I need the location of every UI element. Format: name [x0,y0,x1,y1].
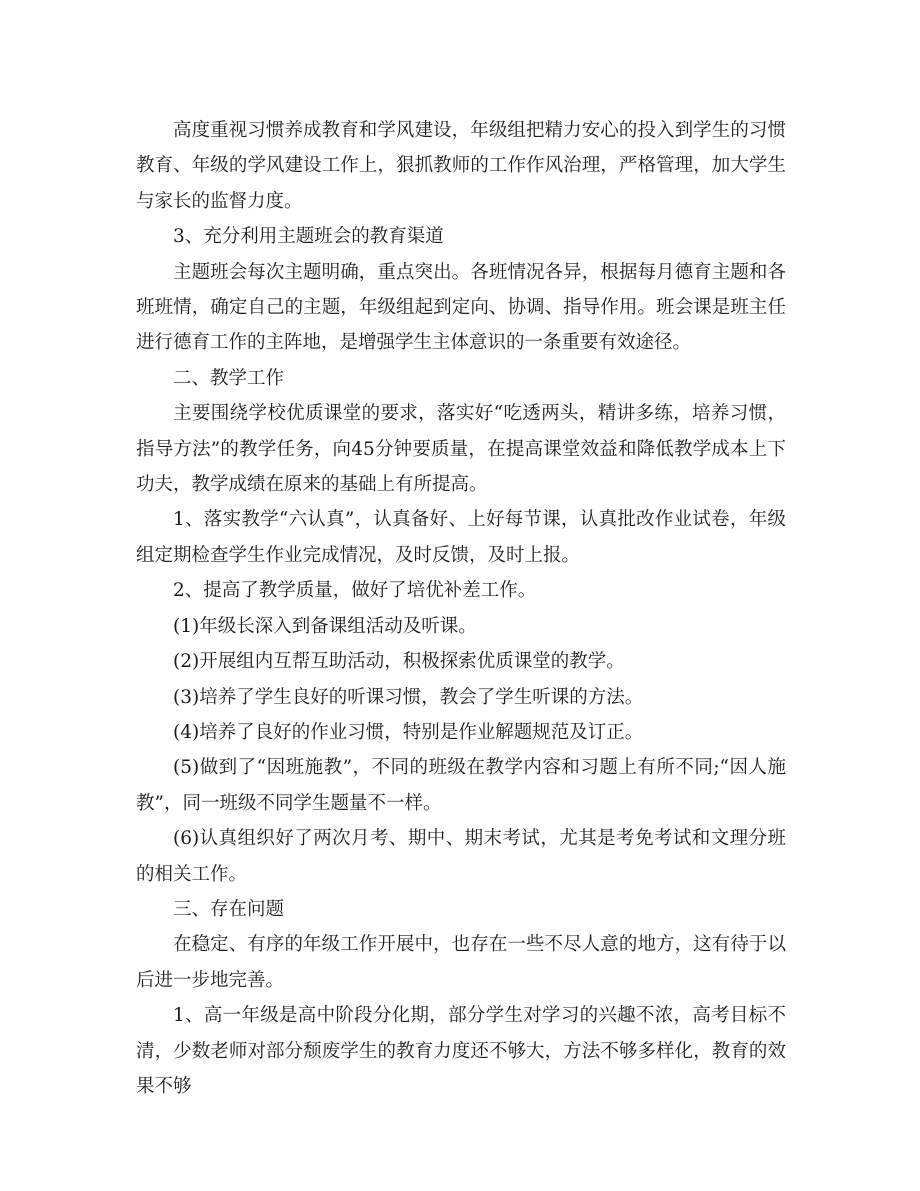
list-item-2: (2)开展组内互帮互助活动，积极探索优质课堂的教学。 [173,651,625,673]
paragraph-teaching-quality: 2、提高了教学质量，做好了培优补差工作。 [173,580,537,602]
heading-class-meeting: 3、充分利用主题班会的教育渠道 [173,226,444,248]
list-item-5: (5)做到了“因班施教”，不同的班级在教学内容和习题上有所不同;“因人施教”，同一班级不同学生题量不一样。 [136,757,786,814]
paragraph-habit-education: 高度重视习惯养成教育和学风建设，年级组把精力安心的投入到学生的习惯教育、年级的学风建设工作上，狠抓教师的工作作风治理，严格管理，加大学生与家长的监督力度。 [136,120,786,212]
list-item-4: (4)培养了良好的作业习惯，特别是作业解题规范及订正。 [173,721,644,743]
paragraph-teaching-overview: 主要围绕学校优质课堂的要求，落实好“吃透两头，精讲多练，培养习惯，指导方法”的教学任务，向45分钟要质量，在提高课堂效益和降低教学成本上下功夫，教学成绩在原来的基础上有所提高。 [136,403,786,496]
list-item-1: (1)年级长深入到备课组活动及听课。 [173,615,477,637]
section-heading-problems: 三、存在问题 [173,898,285,920]
section-heading-teaching: 二、教学工作 [173,367,285,389]
document-body [136,113,786,1104]
paragraph-six-earnest: 1、落实教学“六认真”，认真备好、上好每节课，认真批改作业试卷，年级组定期检查学生作业完成情况，及时反馈，及时上报。 [136,509,786,566]
paragraph-problem-1: 1、高一年级是高中阶段分化期，部分学生对学习的兴趣不浓，高考目标不清，少数老师对部分颓废学生的教育力度还不够大，方法不够多样化，教育的效果不够 [136,1005,786,1097]
list-item-3: (3)培养了学生良好的听课习惯，教会了学生听课的方法。 [173,686,644,708]
list-item-6: (6)认真组织好了两次月考、期中、期末考试，尤其是考免考试和文理分班的相关工作。 [136,828,786,885]
paragraph-class-meeting: 主题班会每次主题明确，重点突出。各班情况各异，根据每月德育主题和各班班情，确定自己的主题，年级组起到定向、协调、指导作用。班会课是班主任进行德育工作的主阵地，是增强学生主体意识的一条重要有效途径。 [136,261,786,354]
paragraph-problems-intro: 在稳定、有序的年级工作开展中，也存在一些不尽人意的地方，这有待于以后进一步地完善。 [136,934,786,991]
